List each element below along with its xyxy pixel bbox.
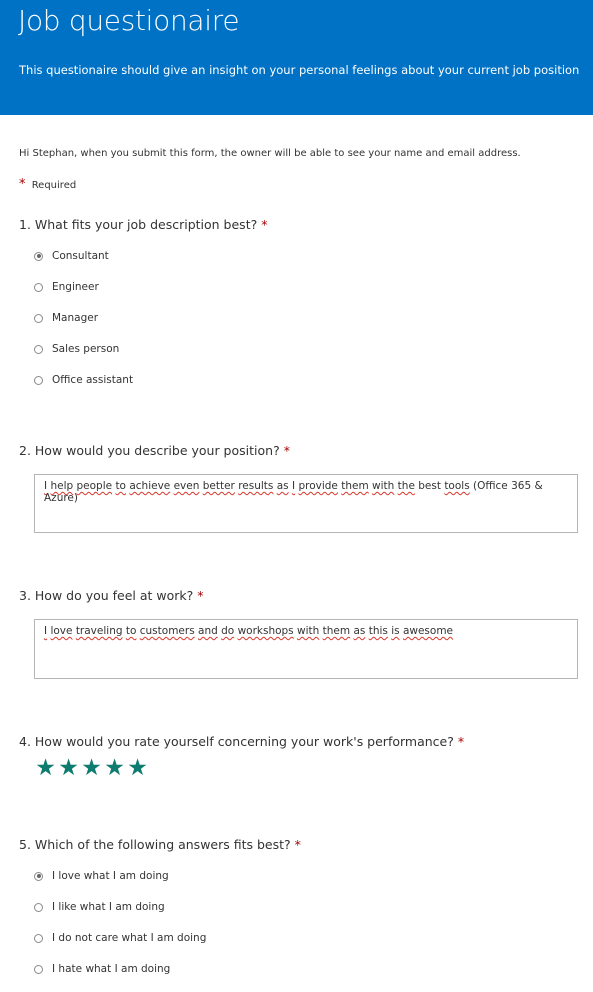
q5-option-do-not-care[interactable] bbox=[34, 930, 206, 946]
q5-option-love[interactable] bbox=[34, 868, 169, 884]
radio-button[interactable] bbox=[34, 934, 43, 943]
option-label: Sales person bbox=[52, 343, 120, 355]
star-icon[interactable]: ★ bbox=[104, 755, 125, 781]
answer-word: do bbox=[221, 625, 235, 637]
required-note bbox=[19, 177, 76, 192]
question-5-label: 5. Which of the following answers fits best? * bbox=[19, 837, 301, 852]
answer-word: even bbox=[173, 480, 200, 492]
q1-option-manager[interactable] bbox=[34, 310, 98, 326]
answer-word: with bbox=[297, 625, 320, 637]
answer-word: with bbox=[372, 480, 395, 492]
question-4-label: 4. How would you rate yourself concerning your work's performance? * bbox=[19, 734, 465, 749]
q3-answer-textarea[interactable] bbox=[34, 619, 578, 679]
answer-word: people bbox=[76, 480, 113, 492]
answer-word: (Office bbox=[473, 480, 508, 492]
required-asterisk: * bbox=[19, 177, 26, 192]
q1-option-consultant[interactable] bbox=[34, 248, 109, 264]
option-label: I do not care what I am doing bbox=[52, 932, 207, 944]
answer-word: them bbox=[322, 625, 351, 637]
answer-word: Azure) bbox=[44, 492, 78, 504]
form-header bbox=[0, 0, 593, 115]
star-icon[interactable]: ★ bbox=[35, 755, 56, 781]
q1-option-office-assistant[interactable] bbox=[34, 372, 133, 388]
form-title: Job questionaire bbox=[18, 4, 240, 37]
answer-word: & bbox=[534, 480, 543, 492]
answer-word: as bbox=[276, 480, 289, 492]
option-label: Office assistant bbox=[52, 374, 134, 386]
answer-word: I bbox=[44, 480, 48, 492]
radio-button[interactable] bbox=[34, 872, 43, 881]
required-label: Required bbox=[31, 180, 77, 191]
answer-word: best bbox=[418, 480, 441, 492]
answer-word: as bbox=[353, 625, 366, 637]
option-label: I like what I am doing bbox=[52, 901, 165, 913]
star-icon[interactable]: ★ bbox=[127, 755, 148, 781]
answer-word: the bbox=[397, 480, 415, 492]
option-label: Manager bbox=[52, 312, 99, 324]
answer-word: results bbox=[238, 480, 274, 492]
answer-word: I bbox=[44, 625, 48, 637]
form-subtitle: This questionaire should give an insight on your personal feelings about your current job position bbox=[19, 63, 580, 77]
answer-word: 365 bbox=[511, 480, 532, 492]
radio-button[interactable] bbox=[34, 903, 43, 912]
q1-option-engineer[interactable] bbox=[34, 279, 99, 295]
q4-star-rating[interactable] bbox=[34, 757, 149, 780]
q1-option-sales-person[interactable] bbox=[34, 341, 119, 357]
answer-word: customers bbox=[139, 625, 195, 637]
radio-button[interactable] bbox=[34, 965, 43, 974]
privacy-notice: Hi Stephan, when you submit this form, the owner will be able to see your name and email address. bbox=[19, 148, 521, 159]
radio-button[interactable] bbox=[34, 314, 43, 323]
answer-word: love bbox=[50, 625, 73, 637]
answer-word: is bbox=[391, 625, 400, 637]
radio-button[interactable] bbox=[34, 283, 43, 292]
answer-word: and bbox=[198, 625, 218, 637]
answer-word: awesome bbox=[402, 625, 454, 637]
question-1-label: 1. What fits your job description best? * bbox=[19, 217, 268, 232]
option-label: I hate what I am doing bbox=[52, 963, 171, 975]
answer-word: to bbox=[115, 480, 126, 492]
q5-option-hate[interactable] bbox=[34, 961, 170, 977]
q2-answer-textarea[interactable] bbox=[34, 474, 578, 533]
option-label: Consultant bbox=[52, 250, 109, 262]
star-icon[interactable]: ★ bbox=[58, 755, 79, 781]
radio-button[interactable] bbox=[34, 252, 43, 261]
radio-button[interactable] bbox=[34, 376, 43, 385]
star-icon[interactable]: ★ bbox=[81, 755, 102, 781]
answer-word: to bbox=[125, 625, 137, 637]
answer-word: workshops bbox=[237, 625, 294, 637]
answer-word: achieve bbox=[129, 480, 171, 492]
answer-word: I bbox=[292, 480, 296, 492]
answer-word: traveling bbox=[75, 625, 123, 637]
question-2-label: 2. How would you describe your position? * bbox=[19, 443, 290, 458]
answer-word: better bbox=[202, 480, 235, 492]
q5-option-like[interactable] bbox=[34, 899, 165, 915]
option-label: Engineer bbox=[52, 281, 99, 293]
answer-word: them bbox=[341, 480, 369, 492]
option-label: I love what I am doing bbox=[52, 870, 169, 882]
answer-word: this bbox=[368, 625, 388, 637]
answer-word: help bbox=[50, 480, 74, 492]
answer-word: provide bbox=[298, 480, 338, 492]
radio-button[interactable] bbox=[34, 345, 43, 354]
question-3-label: 3. How do you feel at work? * bbox=[19, 588, 204, 603]
answer-word: tools bbox=[444, 480, 470, 492]
